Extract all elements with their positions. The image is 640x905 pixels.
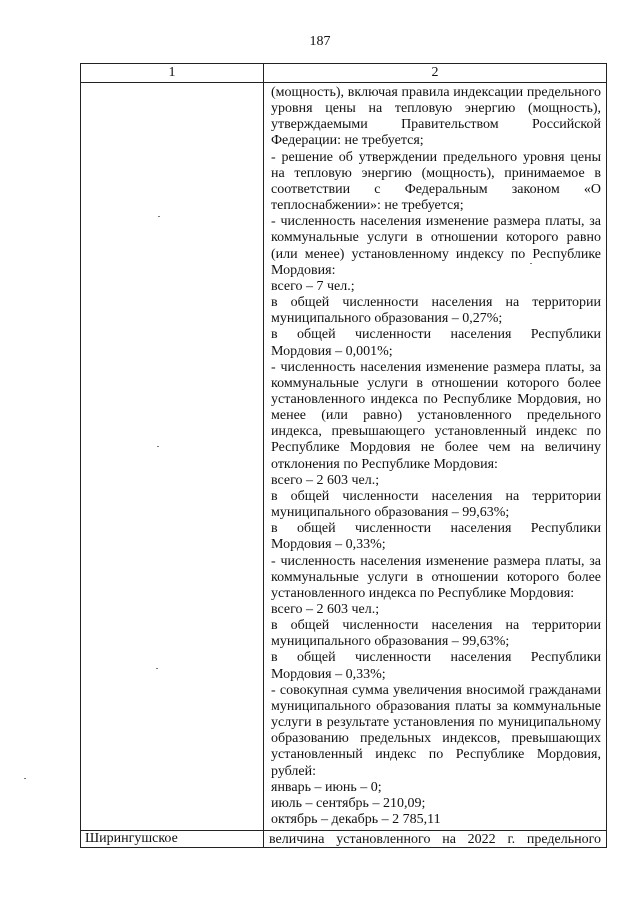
scan-speck <box>156 668 158 669</box>
paragraph: всего – 7 чел.; <box>271 278 355 294</box>
paragraph: в общей численности населения Республики Мордовия – 0,001%; <box>271 327 601 359</box>
description-text: величина установленного на 2022 г. предельного <box>269 832 601 848</box>
scan-speck <box>157 446 159 447</box>
scan-speck <box>530 263 532 264</box>
table-row <box>81 83 607 831</box>
municipality-cell-empty <box>81 83 264 831</box>
paragraph: - численность населения изменение размера платы, за коммунальные услуги в отношении которого равно (или менее) установленному индексу по Республике Мордовия: <box>271 214 601 278</box>
municipality-name: Ширингушское <box>85 831 178 847</box>
scan-speck <box>24 778 26 779</box>
paragraph: январь – июнь – 0; <box>271 779 382 795</box>
paragraph: в общей численности населения на территории муниципального образования – 99,63%; <box>271 618 601 650</box>
paragraph: всего – 2 603 чел.; <box>271 602 380 617</box>
paragraph: - численность населения изменение размера платы, за коммунальные услуги в отношении которого более установленного индекса по Республике Мордовия, но менее (или равно) установленного предельного индекса, превышающего установленный индекс по Республике Мордовия не более чем на величину отклонения по Республике Мордовия: <box>271 359 601 472</box>
column-header-2: 2 <box>264 64 607 83</box>
document-table <box>80 63 607 848</box>
paragraph: - решение об утверждении предельного уровня цены на тепловую энергию (мощность), принимаемое в соответствии с Федеральным законом «О теплоснабжении»: не требуется; <box>271 149 601 214</box>
description-cell <box>264 83 607 831</box>
table-row <box>81 831 607 848</box>
paragraph: в общей численности населения Республики Мордовия – 0,33%; <box>271 650 601 682</box>
description-text <box>264 83 606 830</box>
paragraph: - численность населения изменение размера платы, за коммунальные услуги в отношении которого более установленного индекса по Республике Мордовия: <box>271 553 601 601</box>
page-number: 187 <box>309 34 331 49</box>
paragraph: в общей численности населения Республики Мордовия – 0,33%; <box>271 521 601 553</box>
paragraph: июль – сентябрь – 210,09; <box>271 795 426 811</box>
paragraph: - совокупная сумма увеличения вносимой гражданами муниципального образования платы за коммунальные услуги в результате установления по муниципальному образованию предельных индексов, превышающих установленный индекс по Республике Мордовия, рублей: <box>271 682 601 779</box>
paragraph: всего – 2 603 чел.; <box>271 472 380 488</box>
scan-speck <box>158 216 160 217</box>
paragraph: в общей численности населения на территории муниципального образования – 0,27%; <box>271 295 601 327</box>
paragraph: в общей численности населения на территории муниципального образования – 99,63%; <box>271 488 601 521</box>
column-header-1: 1 <box>81 64 264 83</box>
municipality-cell <box>81 831 264 848</box>
paragraph: (мощность), включая правила индексации предельного уровня цены на тепловую энергию (мощность), утверждаемыми Правительством Российской Федерации: не требуется; <box>271 85 601 149</box>
description-cell <box>264 831 607 848</box>
paragraph: октябрь – декабрь – 2 785,11 <box>271 812 441 828</box>
table-header-row <box>81 64 607 83</box>
